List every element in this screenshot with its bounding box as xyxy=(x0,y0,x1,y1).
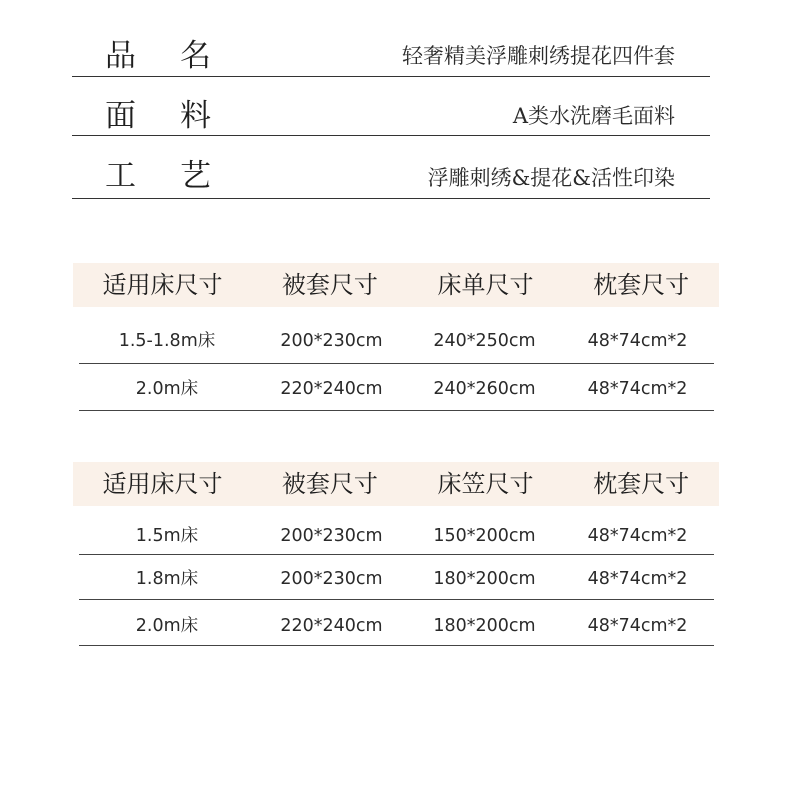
table-cell: 240*260cm xyxy=(433,379,536,399)
table-header-cell: 枕套尺寸 xyxy=(593,470,690,498)
spec-label-char: 料 xyxy=(180,98,211,134)
spec-value: A类水洗磨毛面料 xyxy=(512,104,675,128)
table-cell: 2.0m床 xyxy=(135,616,199,636)
table-cell: 200*230cm xyxy=(280,331,383,351)
table-body xyxy=(73,320,719,411)
table-header-cell: 被套尺寸 xyxy=(281,271,378,299)
spec-label-char: 艺 xyxy=(180,158,211,194)
table-header xyxy=(73,462,719,506)
table-cell: 1.8m床 xyxy=(135,569,199,589)
table-row xyxy=(79,320,714,364)
table-cell: 150*200cm xyxy=(433,526,536,546)
table-header xyxy=(73,263,719,307)
table-cell: 200*230cm xyxy=(280,569,383,589)
table-row xyxy=(79,555,714,600)
spec-label xyxy=(105,150,211,195)
table-cell: 48*74cm*2 xyxy=(587,616,688,636)
table-header-cell: 床单尺寸 xyxy=(437,271,534,299)
table-body xyxy=(73,512,719,646)
table-cell: 200*230cm xyxy=(280,526,383,546)
table-cell: 1.5-1.8m床 xyxy=(118,331,216,351)
spec-value: 浮雕刺绣&提花&活性印染 xyxy=(427,166,675,190)
table-row xyxy=(79,364,714,411)
table-cell: 180*200cm xyxy=(433,616,536,636)
table-cell: 220*240cm xyxy=(280,379,383,399)
spec-row-name xyxy=(72,30,710,77)
spec-label xyxy=(105,90,211,135)
spec-value: 轻奢精美浮雕刺绣提花四件套 xyxy=(402,44,675,68)
spec-label-char: 工 xyxy=(105,158,136,194)
table-row xyxy=(79,600,714,646)
spec-label-char: 面 xyxy=(105,98,136,134)
table-cell: 240*250cm xyxy=(433,331,536,351)
size-table-fitted xyxy=(73,462,719,646)
table-header-cell: 被套尺寸 xyxy=(281,470,378,498)
table-header-cell: 枕套尺寸 xyxy=(593,271,690,299)
table-header-cell: 适用床尺寸 xyxy=(102,271,223,299)
table-cell: 180*200cm xyxy=(433,569,536,589)
table-cell: 48*74cm*2 xyxy=(587,331,688,351)
table-header-cell: 适用床尺寸 xyxy=(102,470,223,498)
spec-label xyxy=(105,30,211,75)
spec-row-fabric xyxy=(72,90,710,136)
table-cell: 48*74cm*2 xyxy=(587,379,688,399)
spec-label-char: 品 xyxy=(105,38,136,74)
table-header-cell: 床笠尺寸 xyxy=(437,470,534,498)
table-cell: 48*74cm*2 xyxy=(587,569,688,589)
table-row xyxy=(79,512,714,555)
spec-row-craft xyxy=(72,150,710,199)
table-cell: 220*240cm xyxy=(280,616,383,636)
table-cell: 48*74cm*2 xyxy=(587,526,688,546)
table-cell: 1.5m床 xyxy=(135,526,199,546)
spec-label-char: 名 xyxy=(180,38,211,74)
size-table-sheet xyxy=(73,263,719,411)
table-cell: 2.0m床 xyxy=(135,379,199,399)
